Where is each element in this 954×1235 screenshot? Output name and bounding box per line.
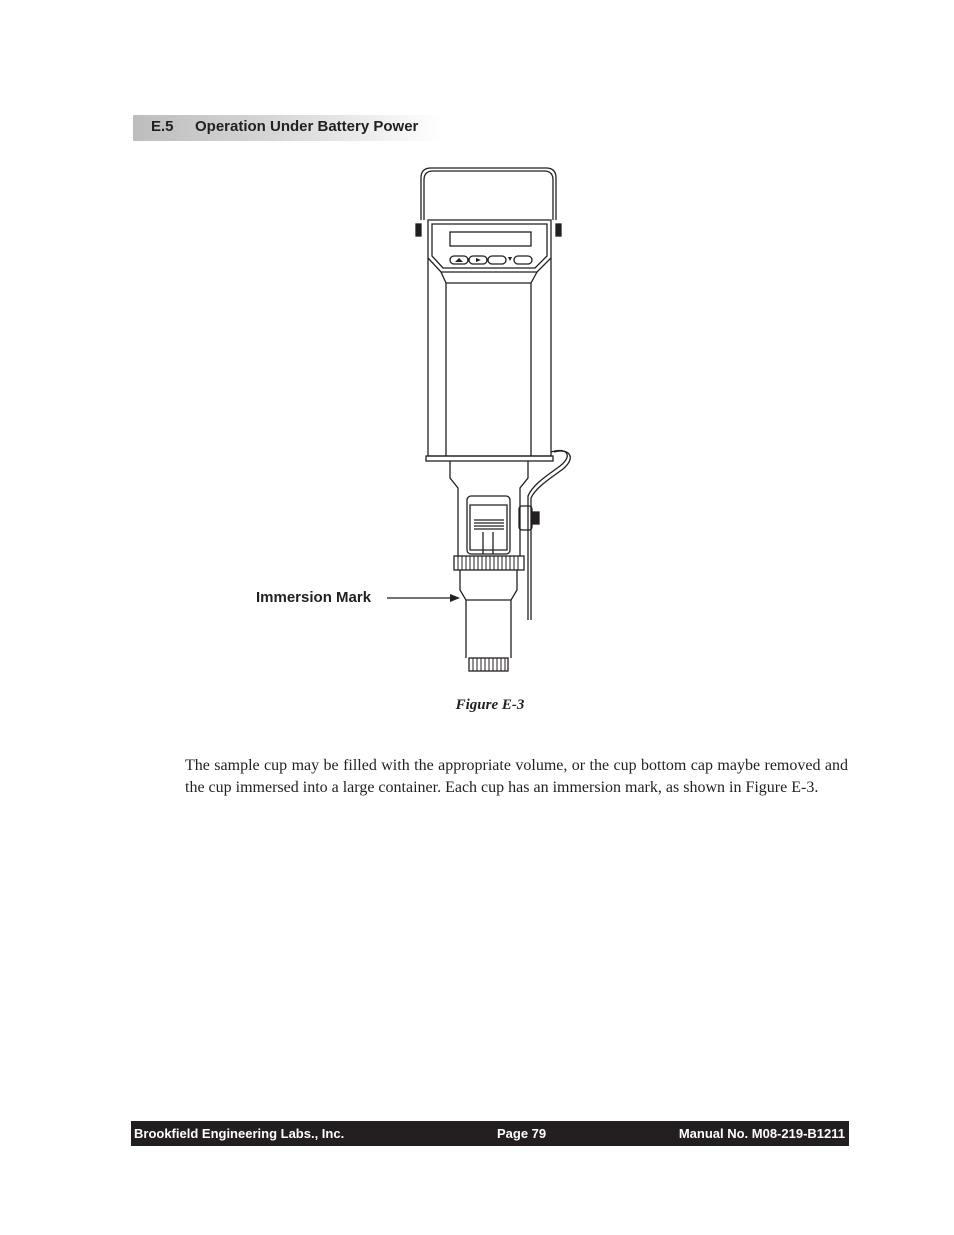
- immersion-mark-label: Immersion Mark: [256, 589, 372, 606]
- arrow-right-icon: [384, 590, 464, 606]
- footer-company: Brookfield Engineering Labs., Inc.: [134, 1126, 345, 1141]
- section-number: E.5: [151, 118, 174, 135]
- footer-manual-number: Manual No. M08-219-B1211: [678, 1126, 845, 1141]
- figure-caption: Figure E-3: [455, 697, 525, 713]
- footer-page-number: Page 79: [497, 1126, 547, 1141]
- page-footer: [131, 1121, 849, 1146]
- section-title: Operation Under Battery Power: [195, 118, 419, 135]
- body-paragraph: The sample cup may be filled with the appropriate volume, or the cup bottom cap maybe removed and the cup immersed into a large container. Each cup has an immersion mark, as shown in Figure E-3.: [185, 757, 848, 796]
